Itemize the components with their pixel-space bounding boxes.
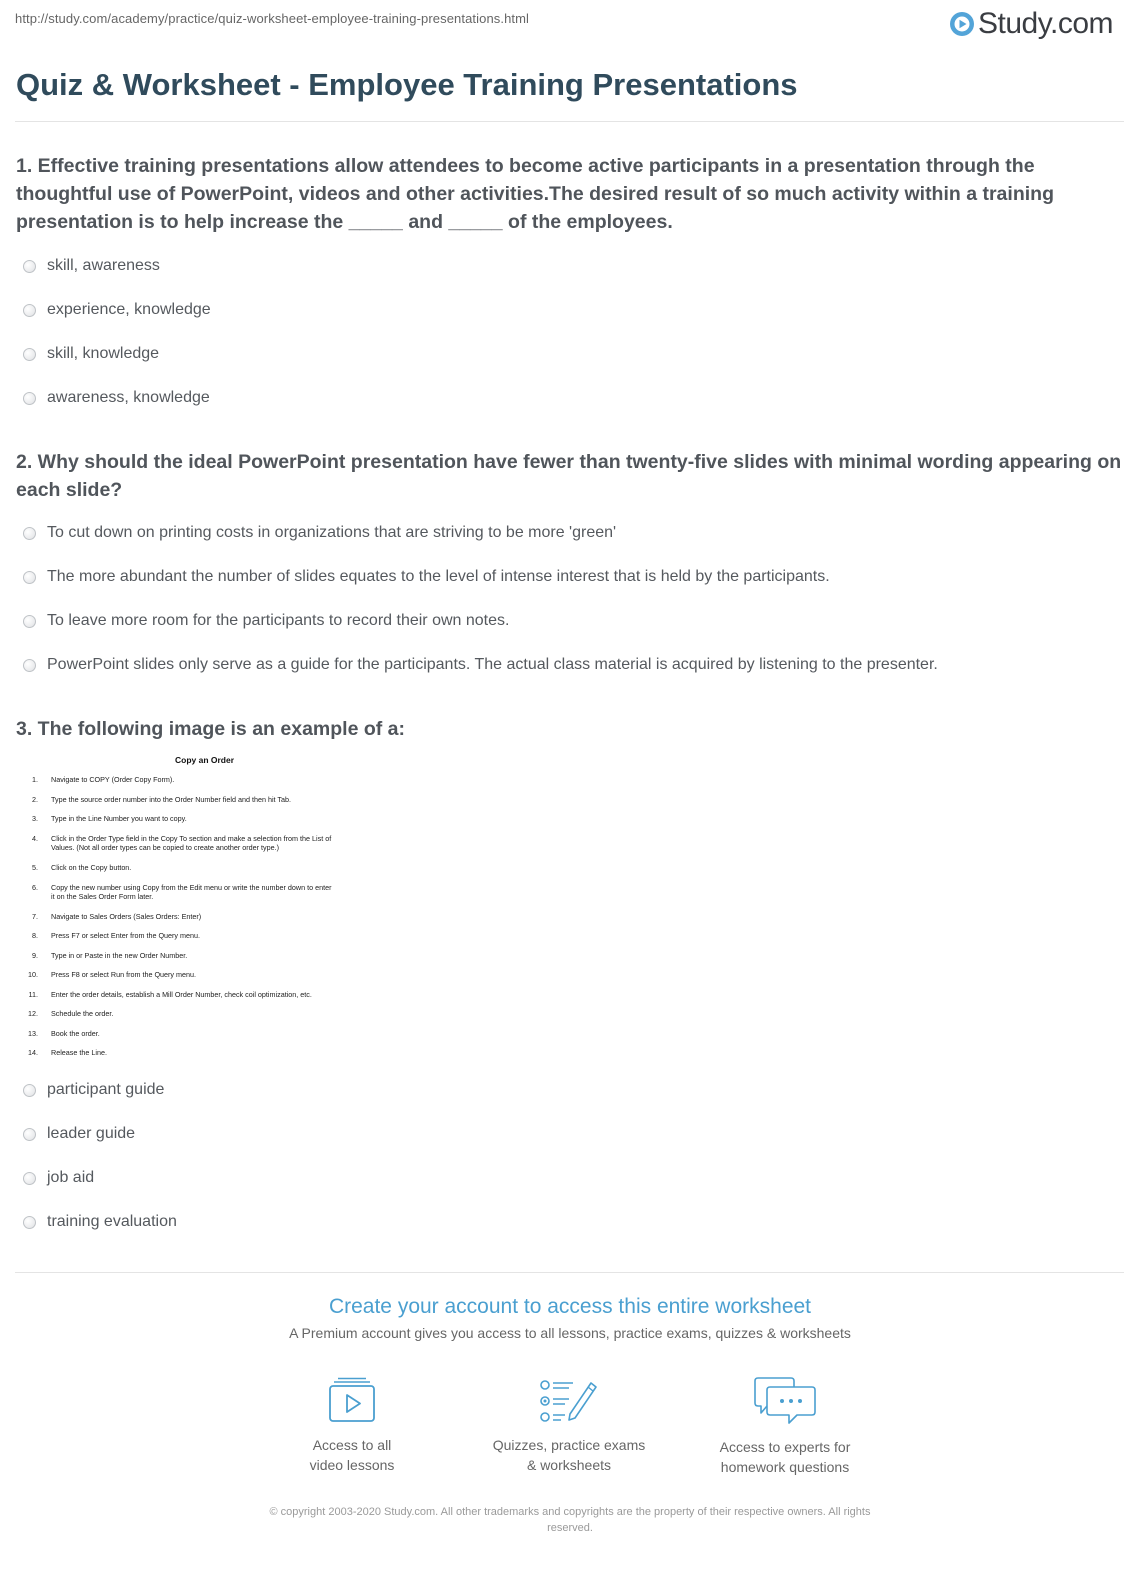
- question-3-option-4[interactable]: training evaluation: [23, 1211, 177, 1233]
- question-3-prompt: 3. The following image is an example of a:: [16, 718, 406, 740]
- page-title: Quiz & Worksheet - Employee Training Presentations: [16, 67, 798, 102]
- chat-bubbles-icon: [753, 1377, 817, 1427]
- logo-text: Study.com: [978, 7, 1113, 40]
- question-2-option-4[interactable]: PowerPoint slides only serve as a guide for the participants. The actual class material is acquired by listening to the presenter.: [23, 654, 938, 676]
- study-logo[interactable]: [949, 6, 1113, 42]
- copy-order-procedure-image: Copy an Order 1. Navigate to COPY (Order Copy Form). 2. Type the source order number into the Order Number field and then hit Tab. 3. Type in the Line Number you want to copy. 4. Click in the Order Type field in the Copy To section and make a selection from the List of Values. (Not all order types can be copied to create another order type.) 5. Click on the Copy button. 6. Copy the new number using Copy from the Edit menu or write the number down to enter it on the Sales Order Form later. 7. Navigate to Sales Orders (Sales Orders: Enter) 8. Press F7 or select Enter from the Query menu. 9. Type in or Paste in the new Order Number. 10. Press F8 or select Run from the Query menu. 11. Enter the order details, establish a Mill Order Number, check coil optimization, etc. 12. Schedule the order. 13. Book the order. 14. Release the Line.: [28, 755, 332, 1057]
- feature-label: Access to experts for homework questions: [719, 1439, 851, 1475]
- question-1-option-3[interactable]: skill, knowledge: [23, 343, 159, 365]
- feature-quizzes: [469, 1377, 669, 1475]
- feature-experts: [685, 1377, 885, 1477]
- radio-button[interactable]: [23, 571, 36, 584]
- radio-button[interactable]: [23, 659, 36, 672]
- question-3-option-2[interactable]: leader guide: [23, 1123, 135, 1145]
- play-logo-icon: [949, 11, 975, 37]
- radio-button[interactable]: [23, 260, 36, 273]
- quiz-checklist-icon: [539, 1377, 599, 1425]
- feature-video-lessons: [252, 1377, 452, 1475]
- radio-button[interactable]: [23, 1128, 36, 1141]
- create-account-link[interactable]: Create your account to access this entire worksheet: [328, 1295, 812, 1318]
- question-1-prompt: 1. Effective training presentations allow attendees to become active participants in a presentation through the thoughtful use of PowerPoint, videos and other activities.The desired result of so much activity within a training presentation is to help increase the _____ and _____ of the employees.: [16, 155, 1054, 233]
- feature-label: Quizzes, practice exams & worksheets: [492, 1437, 646, 1473]
- cta-subtitle: A Premium account gives you access to all lessons, practice exams, quizzes & worksheets: [289, 1325, 851, 1341]
- question-3-option-3[interactable]: job aid: [23, 1167, 94, 1189]
- radio-button[interactable]: [23, 348, 36, 361]
- radio-button[interactable]: [23, 1084, 36, 1097]
- radio-button[interactable]: [23, 304, 36, 317]
- question-3-option-1[interactable]: participant guide: [23, 1079, 164, 1101]
- radio-button[interactable]: [23, 527, 36, 540]
- title-divider: [15, 121, 1124, 122]
- cta-divider: [15, 1272, 1124, 1273]
- page-url: http://study.com/academy/practice/quiz-worksheet-employee-training-presentations.html: [15, 11, 530, 26]
- copyright-notice: © copyright 2003-2020 Study.com. All other trademarks and copyrights are the property of their respective owners. All rights reserved.: [269, 1506, 871, 1534]
- question-1-option-4[interactable]: awareness, knowledge: [23, 387, 210, 409]
- radio-button[interactable]: [23, 1216, 36, 1229]
- question-2-option-2[interactable]: The more abundant the number of slides equates to the level of intense interest that is held by the participants.: [23, 566, 830, 588]
- radio-button[interactable]: [23, 615, 36, 628]
- video-lessons-icon: [325, 1377, 379, 1425]
- procedure-title: Copy an Order: [175, 755, 235, 765]
- radio-button[interactable]: [23, 392, 36, 405]
- question-1-option-1[interactable]: skill, awareness: [23, 255, 160, 277]
- question-2-option-3[interactable]: To leave more room for the participants to record their own notes.: [23, 610, 509, 632]
- question-2-prompt: 2. Why should the ideal PowerPoint presentation have fewer than twenty-five slides with minimal wording appearing on each slide?: [16, 451, 1122, 501]
- question-2-option-1[interactable]: To cut down on printing costs in organizations that are striving to be more 'green': [23, 522, 616, 544]
- feature-label: Access to all video lessons: [309, 1437, 395, 1473]
- radio-button[interactable]: [23, 1172, 36, 1185]
- question-1-option-2[interactable]: experience, knowledge: [23, 299, 211, 321]
